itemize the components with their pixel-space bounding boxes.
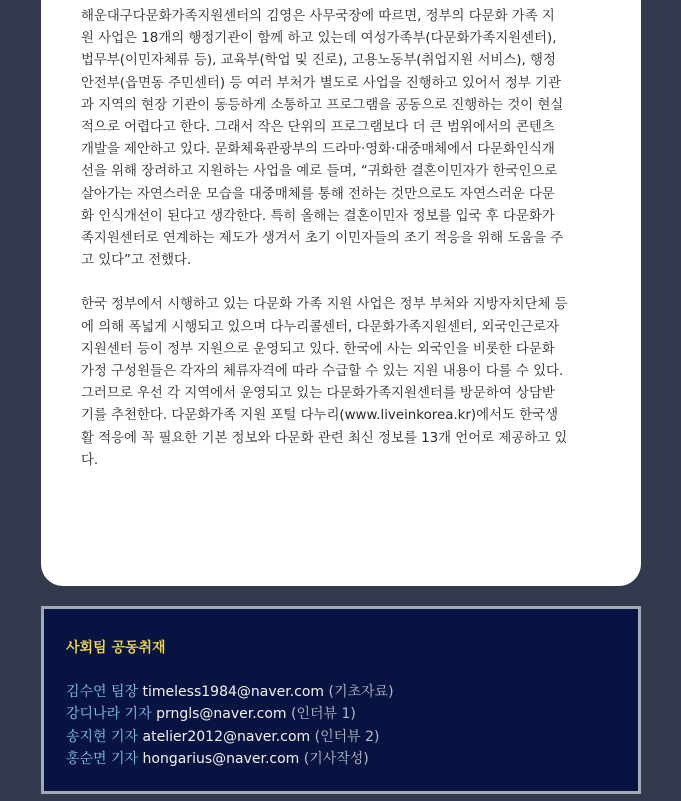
- reporter-email: prngls@naver.com: [156, 706, 287, 723]
- reporter-name: 강디나라 기자: [66, 706, 152, 723]
- credits-title: 사회팀 공동취재: [66, 640, 166, 656]
- reporter-email: hongarius@naver.com: [142, 750, 300, 767]
- reporter-name: 홍순면 기자: [66, 750, 139, 767]
- reporter-role: (인터뷰 2): [314, 728, 380, 745]
- reporter-credits-box: [41, 606, 641, 794]
- reporter-email: atelier2012@naver.com: [142, 728, 311, 745]
- credit-row: [66, 748, 394, 770]
- reporter-role: (기사작성): [303, 750, 369, 767]
- article-paragraph-2: 한국 정부에서 시행하고 있는 다문화 가족 지원 사업은 정부 부처와 지방자치단체 등 에 의해 폭넓게 시행되고 있으며 다누리콜센터, 다문화가족지원센터, 외국인근로자 지원센터 등이 정부 지원으로 운영되고 있다. 한국에 사는 외국인을 비롯한 다문화 가정 구성원들은 각자의 체류자격에 따라 수급할 수 있는 지원 내용이 다를 수 있다. 그러므로 우선 각 지역에서 운영되고 있는 다문화가족지원센터를 방문하여 상담받 기를 추천한다. 다문화가족 지원 포털 다누리(www.liveinkorea.kr)에서도 한국생 활 적응에 꼭 필요한 기본 정보와 다문화 관련 최신 정보를 13개 언어로 제공하고 있 다.: [81, 297, 568, 468]
- article-card: [41, 0, 641, 586]
- reporter-role: (인터뷰 1): [291, 706, 356, 723]
- credit-row: [66, 726, 394, 748]
- reporter-name: 송지현 기자: [66, 728, 139, 745]
- reporter-name: 김수연 팀장: [66, 684, 139, 700]
- reporter-role: (기초자료): [328, 684, 394, 700]
- article-body: [81, 6, 603, 472]
- credits-list: [66, 681, 394, 770]
- credit-row: [66, 681, 394, 703]
- article-paragraph-1: 해운대구다문화가족지원센터의 김영은 사무국장에 따르면, 정부의 다문화 가족 지 원 사업은 18개의 행정기관이 함께 하고 있는데 여성가족부(다문화가족지원센터), 법무부(이민자체류 등), 교육부(학업 및 진로), 고용노동부(취업지원 서비스), 행정 안전부(읍면동 주민센터) 등 여러 부처가 별도로 사업을 진행하고 있어서 정부 기관 과 지역의 현장 기관이 동등하게 소통하고 프로그램을 공동으로 진행하는 것이 현실 적으로 어렵다고 한다. 그래서 작은 단위의 프로그램보다 더 큰 범위에서의 콘텐츠 개발을 제안하고 있다. 문화체육관광부의 드라마·영화·대중매체에서 다문화인식개 선을 위해 장려하고 지원하는 사업을 예로 들며, “귀화한 결혼이민자가 한국인으로 살아가는 자연스러운 모습을 대중매체를 통해 전하는 것만으로도 자연스러운 다문 화 인식개선이 된다고 생각한다. 특히 올해는 결혼이민자 정보를 입국 후 다문화가 족지원센터로 연계하는 제도가 생겨서 초기 이민자들의 조기 적응을 위해 도움을 주 고 있다”고 전했다.: [81, 9, 564, 269]
- credit-row: [66, 703, 394, 725]
- reporter-email: timeless1984@naver.com: [142, 684, 325, 700]
